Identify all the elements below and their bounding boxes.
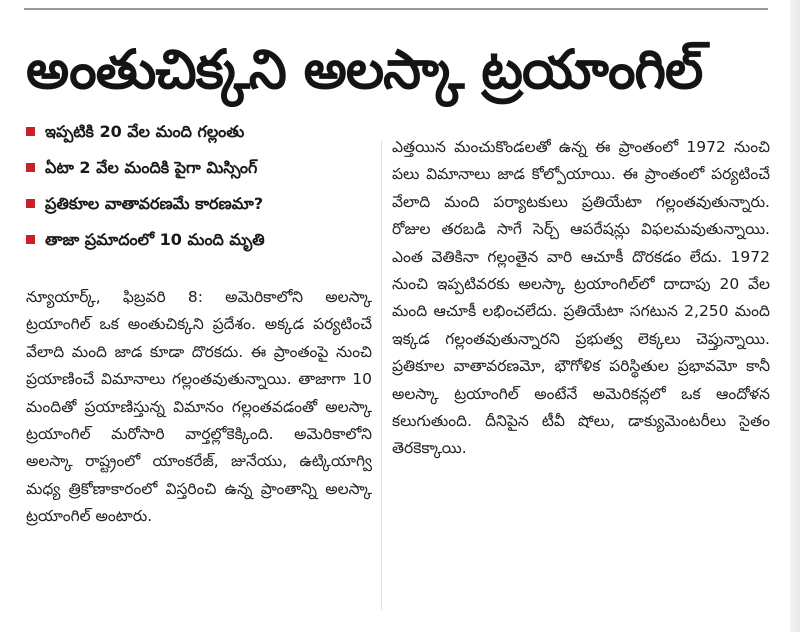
highlights-list (26, 118, 376, 268)
highlight-item (26, 190, 376, 226)
highlight-item (26, 226, 376, 262)
highlight-text: ఇప్పటికి 20 వేల మంది గల్లంతు (45, 122, 245, 141)
column-gutter (381, 140, 382, 610)
highlight-item (26, 154, 376, 190)
highlight-item (26, 118, 376, 154)
body-column-left: న్యూయార్క్, ఫిబ్రవరి 8: అమెరికాలోని అలస్కా ట్రయాంగిల్ ఒక అంతుచిక్కని ప్రదేశం. అక్కడ పర్యటించే వేలాది మంది జాడ కూడా దొరకదు. ఈ ప్రాంతంపై నుంచి ప్రయాణించే విమానాలు గల్లంతవుతున్నాయి. తాజాగా 10 మందితో ప్రయాణిస్తున్న విమానం గల్లంతవడంతో అలస్కా ట్రయాంగిల్ మరోసారి వార్తల్లోకెక్కింది. అమెరికాలోని అలస్కా రాష్ట్రంలో యాంకరేజ్, జునేయు, ఉట్కియాగ్వి మధ్య త్రికోణాకారంలో విస్తరించి ఉన్న ప్రాంతాన్ని అలస్కా ట్రయాంగిల్ అంటారు. (26, 288, 372, 526)
bullet-square-icon (26, 127, 35, 136)
highlight-text: ఏటా 2 వేల మందికి పైగా మిస్సింగ్ (45, 158, 258, 177)
bullet-square-icon (26, 163, 35, 172)
highlight-text: ప్రతికూల వాతావరణమే కారణమా? (45, 194, 264, 213)
page-edge-shadow (790, 0, 800, 632)
highlight-text: తాజా ప్రమాదంలో 10 మంది మృతి (45, 230, 265, 249)
top-rule (24, 8, 768, 10)
headline: అంతుచిక్కని అలస్కా ట్రయాంగిల్ (26, 38, 703, 101)
body-column-right: ఎత్తయిన మంచుకొండలతో ఉన్న ఈ ప్రాంతంలో 1972 నుంచి పలు విమానాలు జాడ కోల్పోయాయి. ఈ ప్రాంతంలో పర్యటించే వేలాది మంది పర్యాటకులు ప్రతియేటా గల్లంతవుతున్నారు. రోజుల తరబడి సాగే సెర్చ్ ఆపరేషన్లు విఫలమవుతున్నాయి. ఎంత వెతికినా గల్లంతైన వారి ఆచూకీ దొరకడం లేదు. 1972 నుంచి ఇప్పటివరకు అలస్కా ట్రయాంగిల్‌లో దాదాపు 20 వేల మంది ఆచూకీ లభించలేదు. ప్రతియేటా సగటున 2,250 మంది ఇక్కడ గల్లంతవుతున్నారని ప్రభుత్వ లెక్కలు చెప్తున్నాయి. ప్రతికూల వాతావరణమో, భౌగోళిక పరిస్థితుల ప్రభావమో కానీ అలస్కా ట్రయాంగిల్ అంటేనే అమెరికన్లలో ఒక ఆందోళన కలుగుతుంది. దీనిపైన టీవీ షోలు, డాక్యుమెంటరీలు సైతం తెరకెక్కాయి. (392, 138, 770, 458)
bullet-square-icon (26, 235, 35, 244)
bullet-square-icon (26, 199, 35, 208)
